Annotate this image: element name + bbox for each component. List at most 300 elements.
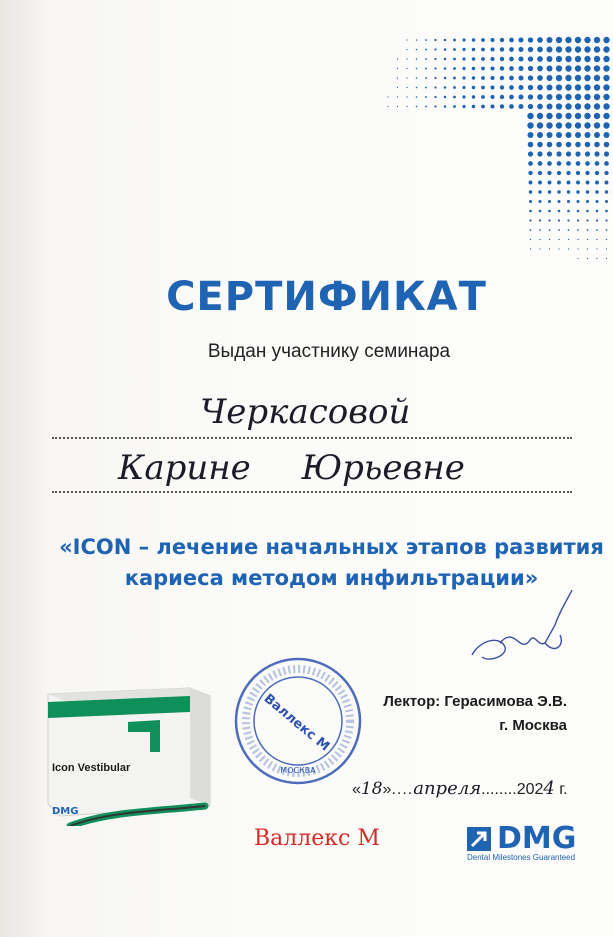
recipient-name: Карине Юрьевне (118, 448, 465, 488)
halftone-dot (537, 56, 543, 62)
halftone-dot (453, 58, 456, 61)
halftone-dot (556, 142, 562, 148)
halftone-dot (539, 229, 541, 231)
halftone-dot (575, 113, 581, 119)
halftone-dot (539, 219, 541, 221)
recipient-line-1 (52, 437, 572, 439)
halftone-dot (596, 219, 598, 221)
halftone-dot (490, 95, 494, 99)
halftone-dot (595, 190, 598, 193)
recipient-line-2 (52, 491, 572, 493)
halftone-dot (444, 39, 447, 42)
halftone-dot (500, 47, 504, 51)
halftone-dot (462, 86, 465, 89)
halftone-dot (603, 75, 609, 81)
halftone-dot (595, 200, 598, 203)
halftone-dot (596, 210, 599, 213)
halftone-dot (549, 239, 550, 240)
halftone-dot (528, 85, 533, 90)
halftone-dot (537, 142, 543, 148)
halftone-dot (397, 77, 398, 78)
halftone-dot (444, 86, 447, 89)
halftone-dot (594, 122, 600, 128)
halftone-dot (444, 67, 447, 70)
halftone-dot (586, 210, 589, 213)
halftone-dot (500, 85, 504, 89)
halftone-dot (547, 94, 553, 100)
halftone-dot (565, 37, 571, 43)
halftone-dot (462, 57, 465, 60)
halftone-dot (548, 181, 552, 185)
halftone-dot (575, 103, 581, 109)
halftone-dot (575, 56, 581, 62)
halftone-dot (472, 105, 475, 108)
halftone-dot (577, 219, 579, 221)
halftone-dot (603, 94, 609, 100)
halftone-dot (453, 67, 456, 70)
halftone-dot (595, 171, 599, 175)
halftone-dot (500, 76, 504, 80)
halftone-dot (539, 210, 542, 213)
halftone-dot (453, 77, 456, 80)
halftone-dot (416, 68, 418, 70)
halftone-dot (584, 56, 590, 62)
halftone-dot (529, 210, 532, 213)
date-year-prefix: 202 (516, 781, 544, 798)
halftone-dot (529, 181, 533, 185)
course-title-line-1: «ICON – лечение начальных этапов развития (59, 535, 604, 559)
halftone-dot (518, 104, 523, 109)
halftone-dot (565, 103, 571, 109)
halftone-dot (425, 58, 427, 60)
halftone-dot (586, 219, 588, 221)
halftone-dot (594, 132, 600, 138)
halftone-dot (518, 75, 523, 80)
halftone-dot (518, 94, 523, 99)
halftone-dot (565, 56, 571, 62)
halftone-dot (425, 106, 427, 108)
halftone-dot (537, 47, 543, 53)
halftone-dot (549, 229, 551, 231)
halftone-dot (547, 151, 552, 156)
halftone-dot (557, 190, 560, 193)
halftone-dot (575, 132, 581, 138)
halftone-dot (556, 122, 562, 128)
halftone-dot (568, 239, 569, 240)
halftone-dot (575, 65, 581, 71)
halftone-dot (586, 190, 589, 193)
halftone-dot (577, 258, 578, 259)
recipient-surname: Черкасовой (200, 392, 411, 432)
halftone-dot (548, 200, 551, 203)
dmg-mark-icon (467, 827, 491, 851)
halftone-dot (596, 258, 597, 259)
halftone-dot (594, 75, 600, 81)
certificate-title: СЕРТИФИКАТ (166, 274, 487, 320)
halftone-dot (387, 106, 388, 107)
halftone-dot (537, 94, 543, 100)
halftone-dot (530, 248, 531, 249)
halftone-dot (434, 67, 436, 69)
halftone-dot (577, 248, 578, 249)
halftone-dot (397, 87, 398, 88)
halftone-dot (528, 56, 533, 61)
halftone-dot (462, 76, 465, 79)
halftone-dot (594, 65, 600, 71)
halftone-dot (556, 84, 562, 90)
date-month: апреля (413, 778, 482, 799)
halftone-dot (575, 46, 581, 52)
halftone-dot (481, 76, 485, 80)
product-brand: DMG (52, 806, 79, 817)
halftone-dot (537, 132, 543, 138)
halftone-dot (528, 142, 534, 148)
halftone-dot (387, 96, 388, 97)
halftone-dot (565, 94, 571, 100)
stamp-city: МОСКВА (280, 766, 316, 775)
halftone-dot (528, 37, 533, 42)
halftone-dot (547, 171, 551, 175)
halftone-dot (575, 37, 581, 43)
halftone-dot (481, 86, 485, 90)
halftone-dot (575, 122, 581, 128)
halftone-dot (416, 39, 418, 41)
halftone-dot (547, 75, 553, 81)
halftone-dot (594, 56, 600, 62)
halftone-dot (548, 210, 551, 213)
halftone-dot (556, 113, 562, 119)
halftone-dot (596, 248, 597, 249)
halftone-dot (594, 46, 600, 52)
halftone-dot (444, 77, 447, 80)
halftone-dot (425, 68, 427, 70)
halftone-dot (472, 48, 475, 51)
halftone-dot (462, 95, 465, 98)
halftone-dot (547, 66, 553, 72)
halftone-dot (547, 47, 553, 53)
halftone-dot (575, 75, 581, 81)
halftone-dot (586, 200, 589, 203)
halftone-dot (603, 84, 609, 90)
halftone-dot (425, 39, 427, 41)
halftone-dot (567, 181, 571, 185)
halftone-dot (556, 75, 562, 81)
halftone-dot (587, 239, 588, 240)
halftone-dot (472, 86, 475, 89)
halftone-dot (605, 190, 608, 193)
halftone-dot (567, 219, 569, 221)
halftone-dot (584, 103, 590, 109)
halftone-dot (518, 56, 523, 61)
halftone-dot (547, 56, 553, 62)
halftone-dot (558, 210, 561, 213)
halftone-dot (566, 171, 570, 175)
halftone-dot (397, 68, 398, 69)
date-year-suffix: 4 (543, 778, 555, 799)
halftone-dot (434, 48, 436, 50)
date-day: 18 (360, 779, 383, 799)
halftone-dot (472, 57, 475, 60)
halftone-dot (565, 65, 571, 71)
halftone-dot (595, 161, 600, 166)
halftone-dot (596, 229, 598, 231)
halftone-dot (603, 122, 609, 128)
halftone-dot (594, 94, 600, 100)
halftone-dot (425, 96, 427, 98)
halftone-dot (606, 239, 607, 240)
halftone-dot (546, 122, 552, 128)
halftone-dot (605, 200, 608, 203)
halftone-dot (444, 48, 447, 51)
halftone-dot (575, 84, 581, 90)
halftone-dot (529, 200, 532, 203)
halftone-dot (546, 113, 552, 119)
halftone-dot (528, 132, 534, 138)
halftone-dot (594, 151, 599, 156)
halftone-dot (584, 122, 590, 128)
halftone-pattern (0, 0, 613, 300)
halftone-dot (537, 85, 543, 91)
halftone-dot (585, 161, 590, 166)
halftone-dot (556, 151, 561, 156)
halftone-dot (595, 181, 599, 185)
halftone-dot (584, 46, 590, 52)
halftone-dot (568, 229, 570, 231)
halftone-dot (604, 151, 609, 156)
halftone-dot (425, 49, 427, 51)
valleks-logo: Валлекс М (254, 826, 380, 851)
halftone-dot (538, 171, 542, 175)
halftone-dot (604, 132, 610, 138)
halftone-dot (537, 122, 543, 128)
halftone-dot (556, 65, 562, 71)
halftone-dot (584, 37, 590, 43)
halftone-dot (565, 122, 571, 128)
halftone-dot (557, 200, 560, 203)
halftone-dot (406, 68, 407, 69)
halftone-dot (537, 66, 543, 72)
halftone-dot (490, 66, 494, 70)
halftone-dot (547, 132, 553, 138)
halftone-dot (556, 103, 562, 109)
halftone-dot (500, 38, 504, 42)
stamp-center-text: Валлекс М (260, 691, 333, 755)
halftone-dot (576, 171, 580, 175)
product-name: Icon Vestibular (52, 762, 131, 774)
halftone-dot (406, 87, 407, 88)
halftone-dot (587, 229, 589, 231)
halftone-dot (529, 190, 532, 193)
halftone-dot (594, 84, 600, 90)
halftone-dot (604, 161, 609, 166)
halftone-dot (566, 132, 572, 138)
halftone-dot (603, 46, 609, 52)
halftone-dot (406, 49, 407, 50)
halftone-dot (425, 77, 427, 79)
halftone-dot (577, 229, 579, 231)
halftone-dot (538, 190, 541, 193)
halftone-dot (527, 113, 533, 119)
halftone-dot (481, 95, 485, 99)
halftone-dot (453, 86, 456, 89)
halftone-dot (434, 96, 436, 98)
halftone-dot (472, 38, 475, 41)
halftone-dot (416, 87, 418, 89)
halftone-dot (576, 181, 580, 185)
halftone-dot (434, 39, 436, 41)
halftone-dot (529, 219, 531, 221)
halftone-dot (538, 181, 542, 185)
halftone-dot (453, 96, 456, 99)
halftone-dot (500, 66, 504, 70)
halftone-dot (575, 142, 581, 148)
halftone-dot (462, 38, 465, 41)
halftone-dot (406, 58, 407, 59)
halftone-dot (548, 219, 550, 221)
halftone-dot (587, 258, 588, 259)
halftone-dot (530, 229, 532, 231)
halftone-dot (548, 190, 551, 193)
halftone-dot (518, 66, 523, 71)
halftone-dot (556, 46, 562, 52)
halftone-dot (565, 113, 571, 119)
halftone-dot (547, 104, 553, 110)
lecturer-signature (460, 585, 580, 685)
halftone-dot (603, 37, 609, 43)
halftone-dot (425, 87, 427, 89)
halftone-dot (481, 38, 485, 42)
halftone-dot (537, 104, 543, 110)
halftone-dot (596, 239, 597, 240)
halftone-dot (537, 75, 543, 81)
halftone-dot (528, 94, 533, 99)
halftone-dot (528, 66, 533, 71)
halftone-dot (603, 103, 609, 109)
halftone-dot (556, 37, 562, 43)
certificate-subtitle: Выдан участнику семинара (207, 341, 451, 362)
halftone-dot (453, 48, 456, 51)
halftone-dot (605, 181, 609, 185)
halftone-dot (490, 38, 494, 42)
halftone-dot (481, 105, 485, 109)
halftone-dot (603, 113, 609, 119)
halftone-dot (416, 96, 418, 98)
halftone-dot (606, 248, 607, 249)
halftone-dot (585, 132, 591, 138)
halftone-dot (594, 37, 600, 43)
date-suffix: г. (559, 781, 568, 798)
halftone-dot (537, 37, 543, 43)
halftone-dot (558, 239, 559, 240)
halftone-dot (576, 190, 579, 193)
halftone-dot (537, 151, 542, 156)
halftone-dot (557, 161, 562, 166)
halftone-dot (606, 258, 607, 259)
halftone-dot (530, 239, 531, 240)
halftone-dot (584, 65, 590, 71)
halftone-dot (462, 48, 465, 51)
halftone-dot (566, 151, 571, 156)
halftone-dot (528, 104, 533, 109)
halftone-dot (509, 95, 514, 100)
halftone-dot (575, 151, 580, 156)
halftone-dot (576, 161, 581, 166)
halftone-dot (584, 75, 590, 81)
halftone-dot (557, 171, 561, 175)
dmg-tagline: Dental Milestones Guaranteed (467, 853, 576, 862)
halftone-dot (518, 37, 523, 42)
halftone-dot (605, 210, 608, 213)
halftone-dot (566, 161, 571, 166)
halftone-dot (481, 48, 485, 52)
halftone-dot (462, 105, 465, 108)
halftone-dot (434, 77, 436, 79)
halftone-dot (575, 94, 581, 100)
halftone-dot (472, 67, 475, 70)
halftone-dot (556, 132, 562, 138)
halftone-dot (528, 75, 533, 80)
halftone-dot (416, 58, 418, 60)
halftone-dot (397, 58, 398, 59)
halftone-dot (567, 190, 570, 193)
dmg-logo (467, 821, 576, 862)
halftone-dot (518, 47, 523, 52)
halftone-dot (490, 85, 494, 89)
halftone-dot (509, 57, 514, 62)
halftone-dot (605, 219, 607, 221)
halftone-dot (558, 229, 560, 231)
halftone-dot (565, 46, 571, 52)
halftone-dot (566, 142, 572, 148)
halftone-dot (509, 38, 514, 43)
halftone-dot (509, 85, 514, 90)
halftone-dot (556, 56, 562, 62)
halftone-dot (557, 181, 561, 185)
halftone-dot (453, 105, 456, 108)
halftone-dot (567, 200, 570, 203)
halftone-dot (539, 239, 540, 240)
organization-stamp (232, 655, 364, 787)
halftone-dot (509, 66, 514, 71)
halftone-dot (406, 96, 407, 97)
halftone-dot (547, 161, 552, 166)
halftone-dot (558, 219, 560, 221)
halftone-dot (547, 37, 553, 43)
product-box-image (40, 676, 216, 826)
halftone-dot (528, 151, 533, 156)
issue-date: «18»....апреля........2024 г. (352, 778, 568, 799)
halftone-dot (481, 67, 485, 71)
halftone-dot (549, 248, 550, 249)
halftone-dot (594, 142, 600, 148)
halftone-dot (585, 151, 590, 156)
halftone-dot (567, 210, 570, 213)
halftone-dot (586, 181, 590, 185)
halftone-dot (603, 65, 609, 71)
halftone-dot (528, 47, 533, 52)
halftone-dot (509, 104, 514, 109)
halftone-dot (606, 229, 608, 231)
dmg-logo-text: DMG (497, 821, 577, 856)
halftone-dot (603, 56, 609, 62)
halftone-dot (434, 58, 436, 60)
halftone-dot (490, 57, 494, 61)
halftone-dot (472, 95, 475, 98)
halftone-dot (444, 96, 447, 99)
halftone-dot (584, 94, 590, 100)
halftone-dot (490, 76, 494, 80)
lecturer-name: Лектор: Герасимова Э.В. (383, 693, 567, 710)
